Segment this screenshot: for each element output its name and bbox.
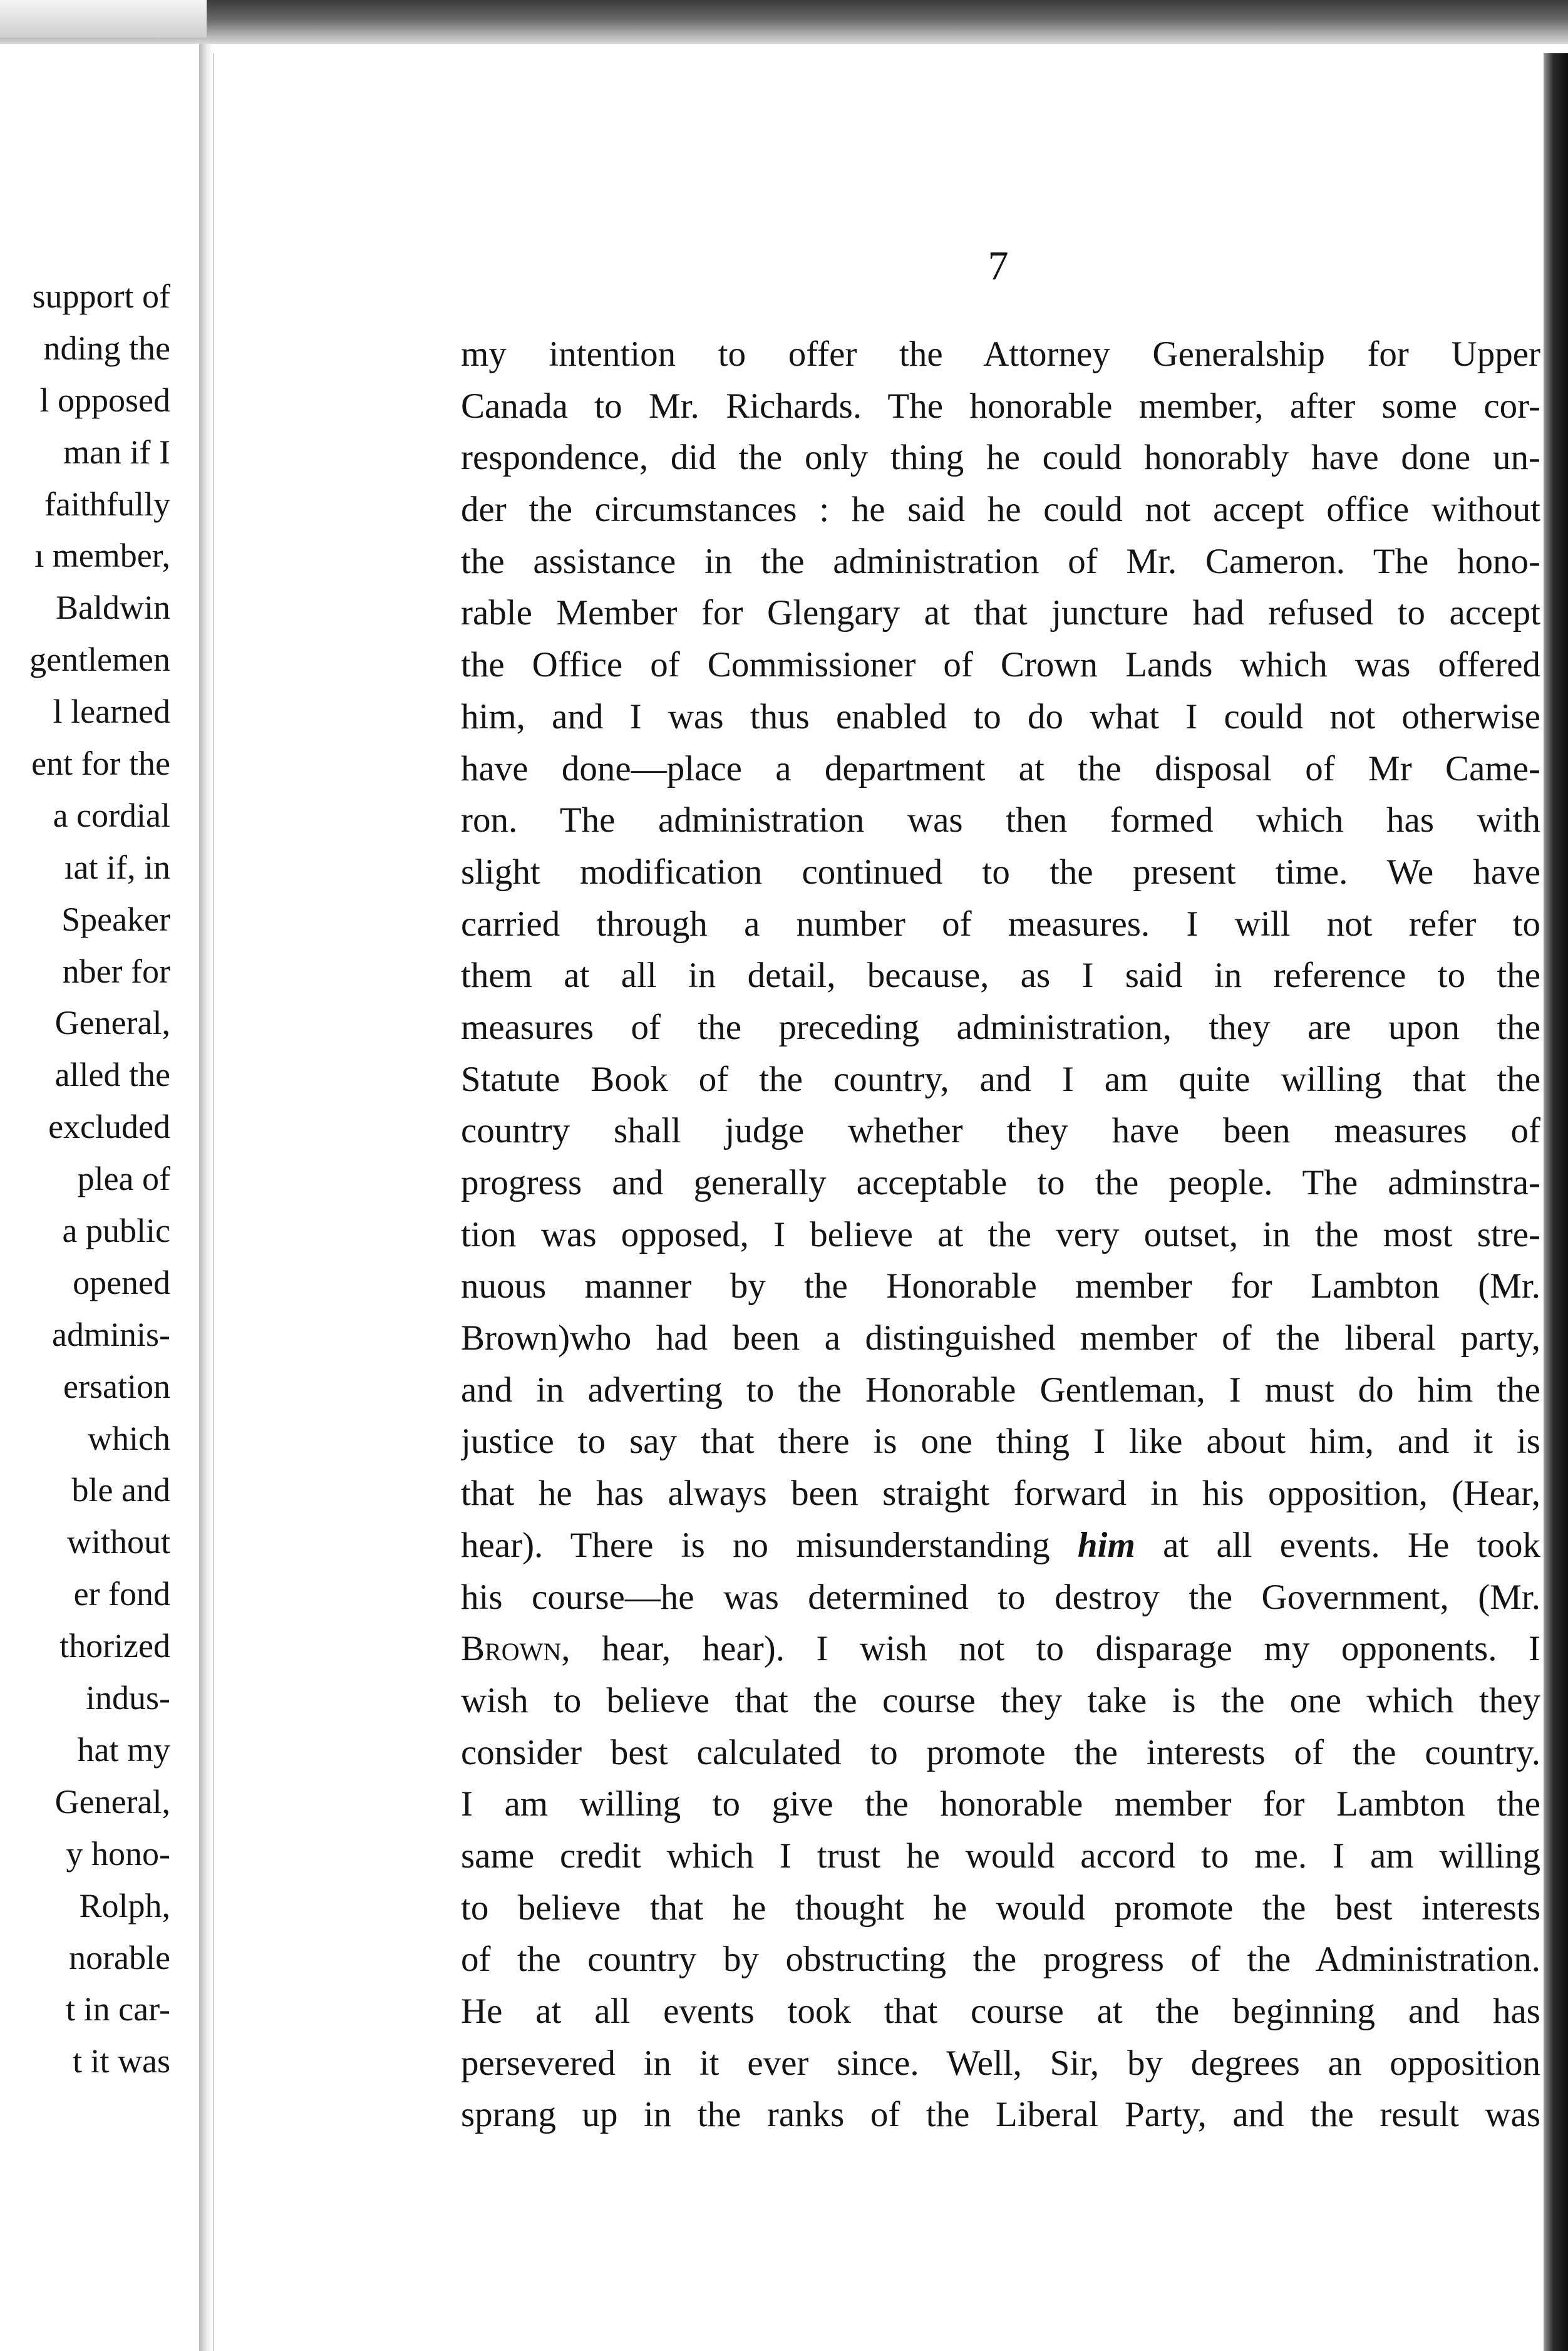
body-line: Brown, hear, hear). I wish not to disparage my opponents. I [461,1629,1540,1669]
body-line: his course—he was determined to destroy the Government, (Mr. [461,1577,1540,1617]
left-page-line: a public [62,1212,170,1250]
body-line: Statute Book of the country, and I am quite willing that the [461,1059,1540,1099]
left-page-line: faithfully [44,485,170,523]
left-page-line: y hono- [66,1834,170,1873]
left-page-top-edge [0,0,207,38]
left-page-line: ent for the [31,745,170,783]
body-line: He at all events took that course at the beginning and has [461,1992,1540,2031]
left-page-line: ıat if, in [64,848,170,886]
body-line: hear). There is no misunderstanding him at all events. He took [461,1525,1540,1565]
left-page-line: opened [73,1263,170,1301]
left-page-line: norable [69,1938,170,1976]
left-page-line: which [88,1419,170,1457]
body-line: der the circumstances : he said he could not accept office without [461,490,1540,530]
facing-page-text-fragments [0,271,170,2087]
body-line: nuous manner by the Honorable member for Lambton (Mr. [461,1266,1540,1306]
body-line: justice to say that there is one thing I like about him, and it is [461,1422,1540,1462]
left-page-line: ersation [63,1367,170,1405]
left-page-line: thorized [59,1627,170,1665]
left-page-line: a cordial [53,796,170,834]
body-line: the Office of Commissioner of Crown Lands which was offered [461,645,1540,685]
body-line: country shall judge whether they have been measures of [461,1111,1540,1151]
left-page-line: excluded [48,1108,170,1146]
left-page-line: plea of [77,1160,170,1198]
body-line: of the country by obstructing the progress of the Administration. [461,1940,1540,1980]
left-page-line: gentlemen [29,641,170,679]
body-line: measures of the preceding administration, they are upon the [461,1007,1540,1047]
left-page-line: l learned [53,693,170,731]
left-page-line: support of [32,277,170,315]
left-page-line: er fond [73,1575,170,1613]
left-page-line: nber for [62,952,170,990]
body-line: him, and I was thus enabled to do what I could not otherwise [461,696,1540,736]
left-page-line: t it was [73,2042,170,2080]
body-line: that he has always been straight forward in his opposition, (Hear, [461,1474,1540,1514]
left-page-line: hat my [77,1730,170,1769]
document-page [213,53,1545,2351]
left-page-line: nding the [43,329,170,367]
left-page-line: General, [54,1004,170,1042]
book-gutter [199,44,213,2351]
page-right-edge-shadow [1544,53,1568,2351]
body-line: I am willing to give the honorable member for Lambton the [461,1784,1540,1824]
body-line: them at all in detail, because, as I said in reference to the [461,956,1540,996]
left-page-line: adminis- [52,1315,170,1353]
left-page-line: indus- [86,1679,170,1717]
body-line: the assistance in the administration of Mr. Cameron. The hono- [461,541,1540,581]
body-line: Canada to Mr. Richards. The honorable member, after some cor- [461,386,1540,426]
body-line: carried through a number of measures. I will not refer to [461,904,1540,944]
emphasized-word: him [1077,1525,1135,1565]
body-line: rable Member for Glengary at that juncture had refused to accept [461,593,1540,633]
left-page-line: t in car- [66,1990,170,2028]
left-page-line: Baldwin [56,589,170,627]
body-line: slight modification continued to the present time. We have [461,852,1540,892]
body-line: to believe that he thought he would promote the best interests [461,1888,1540,1928]
body-line: my intention to offer the Attorney Generalship for Upper [461,334,1540,374]
left-page-line: ı member, [34,537,170,575]
body-line: persevered in it ever since. Well, Sir, by degrees an opposition [461,2043,1540,2083]
body-line: ron. The administration was then formed which has with [461,800,1540,840]
body-line: progress and generally acceptable to the people. The adminstra- [461,1163,1540,1202]
left-page-line: without [66,1523,170,1561]
page-top-shadow [0,0,1568,44]
body-line: respondence, did the only thing he could honorably have done un- [461,438,1540,478]
body-line: Brown)who had been a distinguished member of the liberal party, [461,1318,1540,1358]
left-page-line: l opposed [39,381,170,419]
left-page-line: man if I [63,433,170,471]
body-line: and in adverting to the Honorable Gentleman, I must do him the [461,1370,1540,1410]
left-page-line: ble and [71,1471,170,1509]
left-page-line: Speaker [61,900,170,938]
body-text [461,329,1540,2141]
left-page-line: alled the [54,1056,170,1094]
speaker-name: Brown [461,1629,562,1669]
body-line: tion was opposed, I believe at the very outset, in the most stre- [461,1214,1540,1254]
body-line: same credit which I trust he would accord to me. I am willing [461,1836,1540,1876]
body-line: have done—place a department at the disposal of Mr Came- [461,748,1540,788]
body-line: consider best calculated to promote the interests of the country. [461,1732,1540,1772]
body-line: sprang up in the ranks of the Liberal Party, and the result was [461,2095,1540,2135]
left-page-line: Rolph, [79,1886,170,1925]
left-page-line: General, [54,1782,170,1821]
page-number: 7 [988,243,1009,289]
body-line: wish to believe that the course they take is the one which they [461,1680,1540,1720]
